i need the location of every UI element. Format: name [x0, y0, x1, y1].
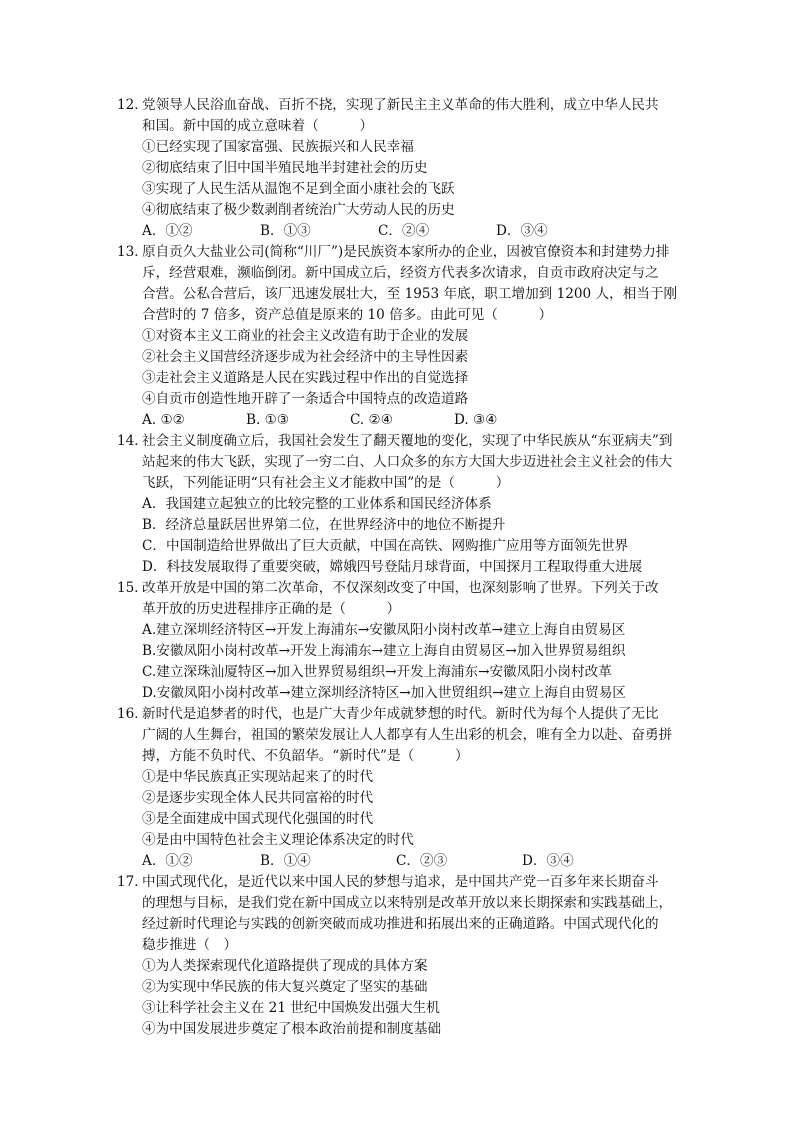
- question-number: 12．: [117, 97, 148, 113]
- choice-item: ③走社会主义道路是人民在实践过程中作出的自觉选择: [142, 370, 469, 386]
- choice-item: D．科技发展取得了重要突破，嫦娥四号登陆月球背面，中国探月工程取得重大进展: [142, 559, 643, 575]
- question-stem-line: 原自贡久大盐业公司(简称“川厂”)是民族资本家所办的企业，因被官僚资本和封建势力排: [142, 244, 670, 260]
- choice-item: ③是全面建成中国式现代化强国的时代: [142, 811, 374, 827]
- question-number: 16．: [117, 706, 148, 722]
- option-b: B．①③: [260, 223, 311, 239]
- choice-item: C.建立深珠汕厦特区→加入世界贸易组织→开发上海浦东→安徽凤阳小岗村改革: [142, 664, 612, 680]
- question-stem-line: 党领导人民浴血奋战、百折不挠，实现了新民主主义革命的伟大胜利，成立中华人民共: [142, 97, 659, 113]
- option-a: A．①②: [142, 853, 193, 869]
- option-c: C．②④: [378, 223, 430, 239]
- choice-item: ④为中国发展进步奠定了根本政治前提和制度基础: [142, 1021, 442, 1037]
- question-stem-line: 的理想与目标，是我们党在新中国成立以来特别是改革开放以来长期探索和实践基础上，: [142, 895, 673, 911]
- option-a: A．①②: [142, 223, 193, 239]
- choice-item: ②社会主义国营经济逐步成为社会经济中的主导性因素: [142, 349, 469, 365]
- option-d: D. ③④: [454, 412, 498, 428]
- question-stem-line: 飞跃，下列能证明“只有社会主义才能救中国”的是（ ）: [142, 475, 510, 491]
- question-stem-line: 广阔的人生舞台，祖国的繁荣发展让人人都享有人生出彩的机会，唯有全力以赴、奋勇拼: [142, 727, 673, 743]
- choice-item: ②是逐步实现全体人民共同富裕的时代: [142, 790, 374, 806]
- question-stem-line: 站起来的伟大飞跃，实现了一穷二白、人口众多的东方大国大步迈进社会主义社会的伟大: [142, 454, 673, 470]
- choice-item: D.安徽凤阳小岗村改革→建立深圳经济特区→加入世贸组织→建立上海自由贸易区: [142, 685, 626, 701]
- choice-item: ④是由中国特色社会主义理论体系决定的时代: [142, 832, 414, 848]
- question-stem-line: 合营。公私合营后，该厂迅速发展壮大，至 1953 年底，职工增加到 1200 人，相当于刚: [142, 286, 678, 302]
- question-stem-line: 改革开放是中国的第二次革命，不仅深刻改变了中国，也深刻影响了世界。下列关于改: [142, 580, 659, 596]
- option-c: C. ②④: [350, 412, 393, 428]
- choice-item: ③实现了人民生活从温饱不足到全面小康社会的飞跃: [142, 181, 455, 197]
- question-stem-line: 革开放的历史进程排序正确的是（ ）: [142, 601, 401, 617]
- option-a: A. ①②: [142, 412, 185, 428]
- choice-item: A.建立深圳经济特区→开发上海浦东→安徽凤阳小岗村改革→建立上海自由贸易区: [142, 622, 626, 638]
- question-stem-line: 斥，经营艰难，濒临倒闭。新中国成立后，经资方代表多次请求，自贡市政府决定与之: [142, 265, 659, 281]
- option-d: D．③④: [522, 853, 574, 869]
- choice-item: B．经济总量跃居世界第二位，在世界经济中的地位不断提升: [142, 517, 506, 533]
- question-stem-line: 和国。新中国的成立意味着（ ）: [142, 118, 374, 134]
- question-stem-line: 社会主义制度确立后，我国社会发生了翻天覆地的变化，实现了中华民族从“东亚病夫”到: [142, 433, 673, 449]
- question-stem-line: 搏，方能不负时代、不负韶华。“新时代”是（ ）: [142, 748, 469, 764]
- question-stem-line: 新时代是追梦者的时代，也是广大青少年成就梦想的时代。新时代为每个人提供了无比: [142, 706, 659, 722]
- choice-item: ④彻底结束了极少数剥削者统治广大劳动人民的历史: [142, 202, 455, 218]
- question-number: 15．: [117, 580, 148, 596]
- option-b: B. ①③: [246, 412, 290, 428]
- choice-item: ①是中华民族真正实现站起来了的时代: [142, 769, 374, 785]
- choice-item: A．我国建立起独立的比较完整的工业体系和国民经济体系: [142, 496, 492, 512]
- question-number: 14．: [117, 433, 148, 449]
- question-stem-line: 中国式现代化，是近代以来中国人民的梦想与追求，是中国共产党一百多年来长期奋斗: [142, 874, 659, 890]
- choice-item: ②彻底结束了旧中国半殖民地半封建社会的历史: [142, 160, 428, 176]
- choice-item: ①为人类探索现代化道路提供了现成的具体方案: [142, 958, 428, 974]
- option-b: B．①④: [260, 853, 311, 869]
- choice-item: C．中国制造给世界做出了巨大贡献，中国在高铁、网购推广应用等方面领先世界: [142, 538, 629, 554]
- option-c: C．②③: [396, 853, 448, 869]
- choice-item: ②为实现中华民族的伟大复兴奠定了坚实的基础: [142, 979, 428, 995]
- choice-item: ④自贡市创造性地开辟了一条适合中国特点的改造道路: [142, 391, 469, 407]
- choice-item: ①已经实现了国家富强、民族振兴和人民幸福: [142, 139, 414, 155]
- option-d: D．③④: [496, 223, 548, 239]
- choice-item: B.安徽凤阳小岗村改革→开发上海浦东→建立上海自由贸易区→加入世界贸易组织: [142, 643, 626, 659]
- question-stem-line: 合营时的 7 倍多，资产总值是原来的 10 倍多。由此可见（ ）: [142, 307, 553, 323]
- question-number: 13．: [117, 244, 148, 260]
- choice-item: ①对资本主义工商业的社会主义改造有助于企业的发展: [142, 328, 469, 344]
- question-number: 17．: [117, 874, 148, 890]
- question-stem-line: 经过新时代理论与实践的创新突破而成功推进和拓展出来的正确道路。中国式现代化的: [142, 916, 659, 932]
- choice-item: ③让科学社会主义在 21 世纪中国焕发出强大生机: [142, 1000, 440, 1016]
- question-stem-line: 稳步推进（ ）: [142, 937, 238, 953]
